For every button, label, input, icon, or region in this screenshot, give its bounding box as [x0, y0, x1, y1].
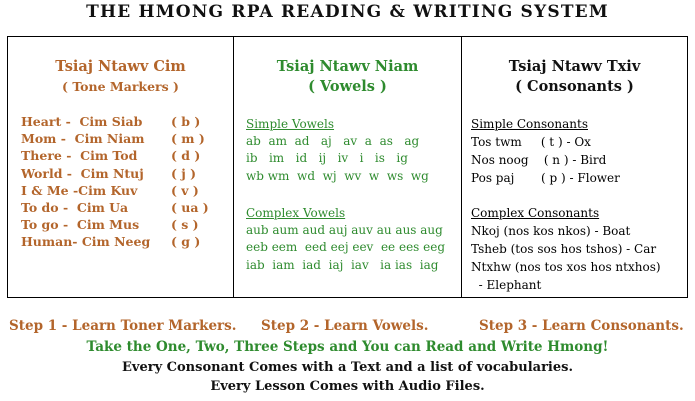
tone-heading-subtitle: ( Tone Markers ) — [62, 79, 179, 94]
simple-consonants-title: Simple Consonants — [471, 117, 588, 131]
vowel-row: aub aum aud auj auv au aus aug — [246, 222, 443, 237]
tone-item — [21, 199, 209, 216]
tone-item — [21, 130, 209, 147]
tone-item-marker: ( m ) — [171, 131, 205, 147]
consonants-heading-subtitle: ( Consonants ) — [515, 78, 634, 95]
vowel-row: ib im id ij iv i is ig — [246, 151, 408, 165]
tone-item-name: I & Me -Cim Kuv — [21, 182, 138, 198]
complex-consonants-title: Complex Consonants — [471, 206, 600, 220]
tagline: Take the One, Two, Three Steps and You can Read and Write Hmong! — [86, 339, 609, 355]
tone-item — [21, 165, 209, 182]
tone-item — [21, 113, 209, 130]
tone-item-name: To do - Cim Ua — [21, 199, 129, 215]
step-3-label: Step 3 - Learn Consonants. — [479, 318, 684, 334]
vowel-row: eeb eem eed eej eev ee ees eeg — [246, 240, 446, 254]
consonant-row: Ntxhw (nos tos xos hos ntxhos) — [471, 259, 661, 274]
consonants-heading — [462, 57, 687, 97]
tone-item-name: There - Cim Tod — [21, 148, 138, 164]
complex-vowels-title: Complex Vowels — [246, 206, 346, 220]
simple-vowels-title: Simple Vowels — [246, 117, 335, 131]
tone-heading — [8, 57, 233, 97]
tone-item-name: To go - Cim Mus — [21, 217, 140, 233]
lesson-table — [7, 36, 688, 298]
consonant-row: Nos noog ( n ) - Bird — [471, 152, 607, 167]
tone-list — [21, 113, 209, 251]
tone-item-name: Heart - Cim Siab — [21, 114, 143, 129]
simple-consonants-section — [471, 116, 620, 187]
vowel-row: iab iam iad iaj iav ia ias iag — [246, 257, 439, 272]
info-line-audio-files: Every Lesson Comes with Audio Files. — [210, 379, 485, 394]
tone-item-name: World - Cim Ntuj — [21, 165, 144, 181]
complex-vowels-section — [246, 205, 445, 274]
step-2-label: Step 2 - Learn Vowels. — [261, 318, 429, 334]
complex-consonants-section — [471, 205, 661, 294]
tone-item — [21, 233, 209, 250]
simple-vowels-section — [246, 116, 429, 185]
consonant-row: Pos paj ( p ) - Flower — [471, 170, 620, 185]
vowel-row: ab am ad aj av a as ag — [246, 133, 420, 148]
tone-item — [21, 182, 209, 199]
step-1-label: Step 1 - Learn Toner Markers. — [9, 318, 237, 334]
tone-markers-column — [8, 37, 234, 297]
tone-item-marker: ( v ) — [171, 182, 199, 198]
vowels-column — [234, 37, 462, 297]
consonants-heading-title: Tsiaj Ntawv Txiv — [508, 58, 641, 75]
consonant-row: - Elephant — [471, 277, 542, 292]
tone-heading-title: Tsiaj Ntawv Cim — [55, 58, 186, 75]
tone-item — [21, 216, 209, 233]
tone-item — [21, 147, 209, 164]
tone-item-marker: ( b ) — [171, 114, 201, 129]
consonant-row: Tos twm ( t ) - Ox — [471, 134, 591, 149]
steps-row — [0, 318, 695, 336]
tone-item-name: Human- Cim Neeg — [21, 234, 151, 250]
vowels-heading-subtitle: ( Vowels ) — [308, 78, 387, 95]
consonant-row: Tsheb (tos sos hos tshos) - Car — [471, 241, 657, 256]
vowels-heading-title: Tsiaj Ntawv Niam — [276, 58, 419, 75]
consonants-column — [462, 37, 687, 297]
vowel-row: wb wm wd wj wv w ws wg — [246, 168, 429, 183]
tone-item-marker: ( d ) — [171, 148, 201, 164]
vowels-heading — [234, 57, 461, 97]
tone-item-marker: ( s ) — [171, 217, 199, 233]
tone-item-marker: ( ua ) — [171, 199, 209, 215]
consonant-row: Nkoj (nos kos nkos) - Boat — [471, 223, 631, 238]
tone-item-marker: ( g ) — [171, 234, 201, 250]
tone-item-marker: ( j ) — [171, 165, 197, 181]
info-line-consonant-text: Every Consonant Comes with a Text and a list of vocabularies. — [122, 360, 573, 375]
page-title: THE HMONG RPA READING & WRITING SYSTEM — [86, 2, 609, 22]
tone-item-name: Mom - Cim Niam — [21, 131, 145, 147]
